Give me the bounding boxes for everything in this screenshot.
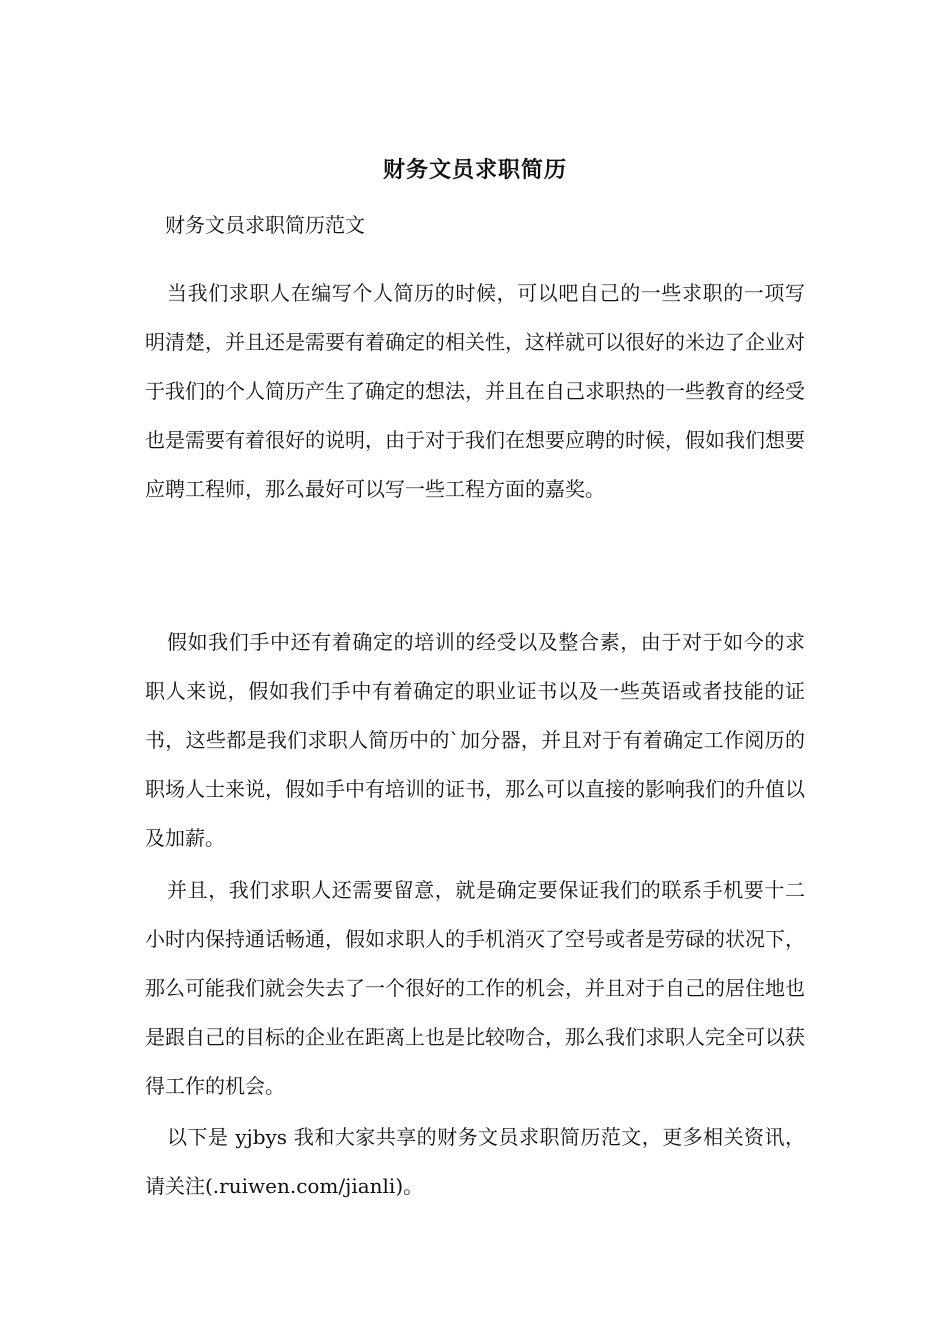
document-title: 财务文员求职简历 <box>382 157 567 183</box>
paragraph-2: 假如我们手中还有着确定的培训的经受以及整合素，由于对于如今的求职人来说，假如我们手中有着确定的职业证书以及一些英语或者技能的证书，这些都是我们求职人简历中的`加分器，并且对于有着确定工作阅历的职场人士来说，假如手中有培训的证书，那么可以直接的影响我们的升值以及加薪。 <box>145 630 805 850</box>
document-subtitle: 财务文员求职简历范文 <box>165 213 365 237</box>
paragraph-3: 并且，我们求职人还需要留意，就是确定要保证我们的联系手机要十二小时内保持通话畅通，假如求职人的手机消灭了空号或者是劳碌的状况下，那么可能我们就会失去了一个很好的工作的机会，并且对于自己的居住地也是跟自己的目标的企业在距离上也是比较吻合，那么我们求职人完全可以获得工作的机会。 <box>145 878 805 1098</box>
paragraph-1: 当我们求职人在编写个人简历的时候，可以吧自己的一些求职的一项写明清楚，并且还是需要有着确定的相关性，这样就可以很好的米边了企业对于我们的个人简历产生了确定的想法，并且在自己求职热的一些教育的经受也是需要有着很好的说明，由于对于我们在想要应聘的时候，假如我们想要应聘工程师，那么最好可以写一些工程方面的嘉奖。 <box>145 281 805 501</box>
paragraph-4: 以下是 yjbys 我和大家共享的财务文员求职简历范文，更多相关资讯，请关注(.ruiwen.com/jianli)。 <box>145 1125 805 1198</box>
